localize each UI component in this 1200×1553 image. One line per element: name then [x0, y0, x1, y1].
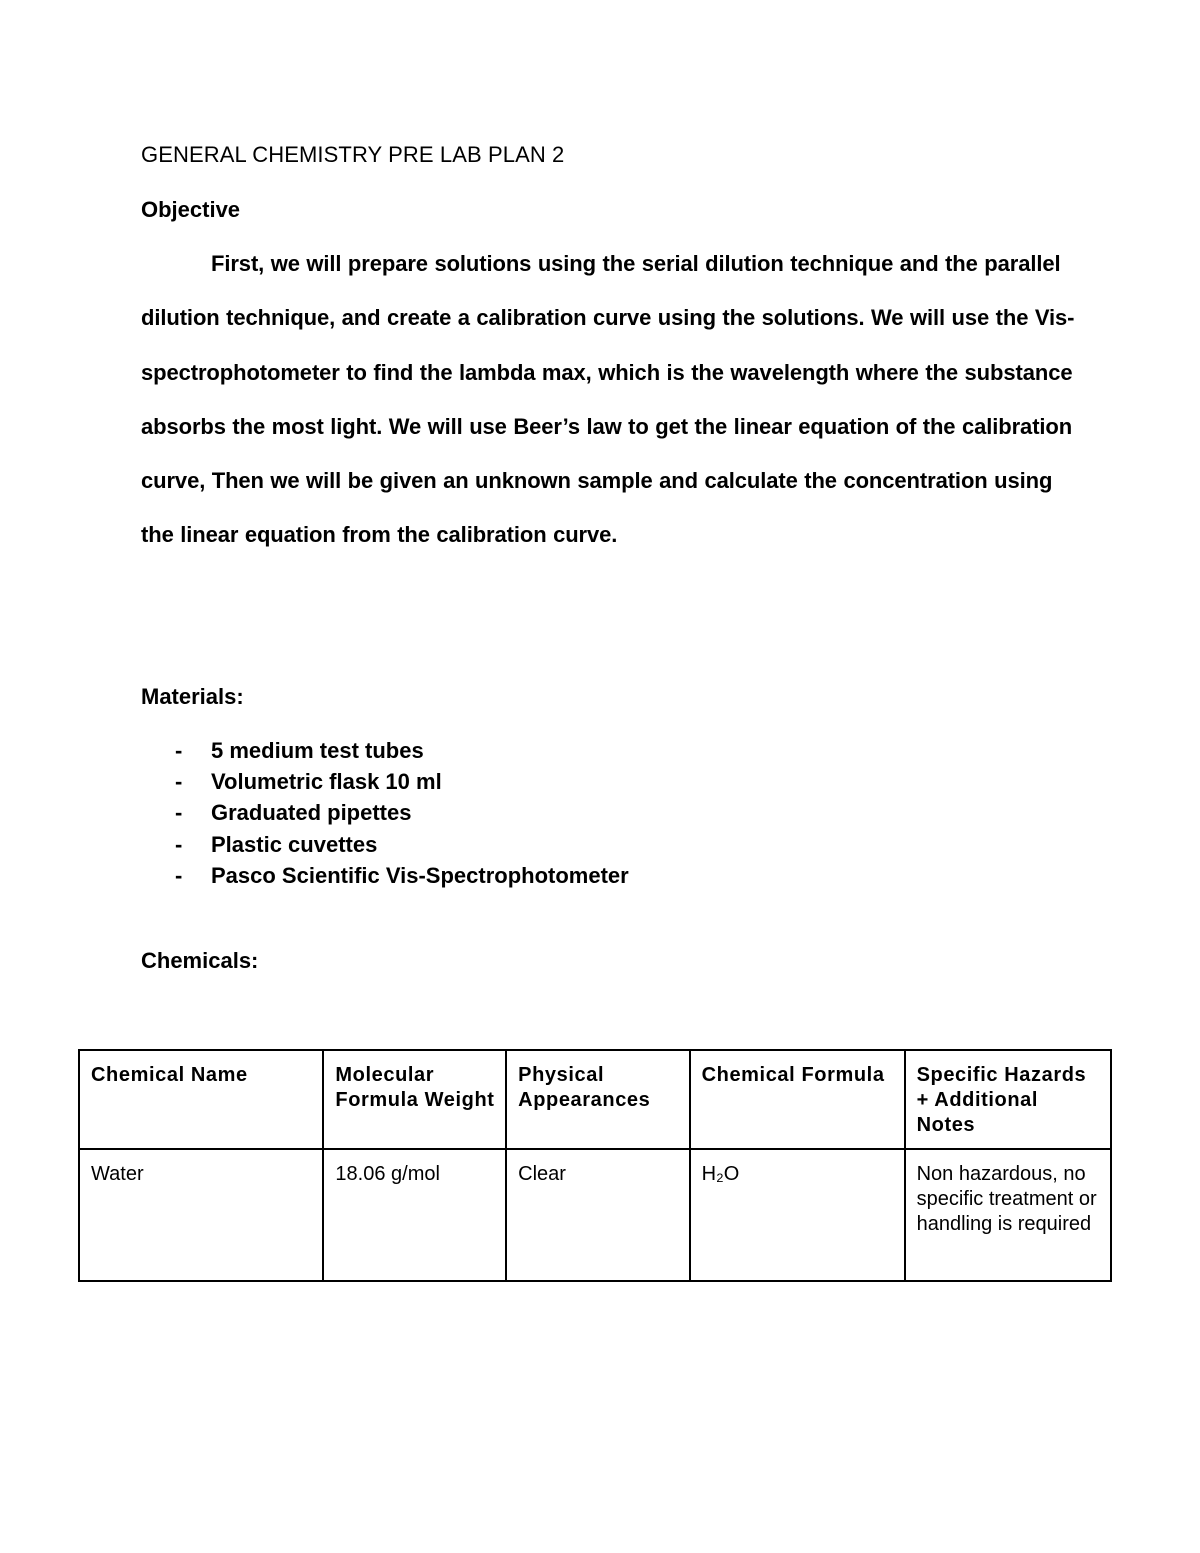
materials-heading: Materials: [141, 684, 244, 709]
material-item-label: Volumetric flask 10 ml [211, 769, 442, 795]
list-item [141, 766, 629, 797]
list-item [141, 735, 629, 766]
list-item [141, 860, 629, 891]
column-header-molecular-weight: Molecular Formula Weight [323, 1050, 506, 1149]
table-cell-hazards-notes: Non hazardous, no specific treatment or handling is required [905, 1149, 1111, 1281]
material-item-label: Plastic cuvettes [211, 831, 378, 857]
material-item-label: Pasco Scientific Vis-Spectrophotometer [211, 862, 629, 888]
material-item-label: Graduated pipettes [211, 800, 412, 826]
materials-list [141, 735, 629, 891]
list-item [141, 829, 629, 860]
column-header-physical-appearance: Physical Appearances [506, 1050, 689, 1149]
column-header-chemical-formula: Chemical Formula [690, 1050, 905, 1149]
table-header-row [79, 1050, 1111, 1149]
column-header-hazards-notes: Specific Hazards + Additional Notes [905, 1050, 1111, 1149]
list-item [141, 797, 629, 828]
table-row [79, 1149, 1111, 1281]
objective-paragraph: First, we will prepare solutions using the serial dilution technique and the parallel dilution technique, and create a calibration curve using the solutions. We will use the Vis-spectrophotometer to find the lambda max, which is the wavelength where the substance absorbs the most light. We will use Beer’s law to get the linear equation of the calibration curve, Then we will be given an unknown sample and calculate the concentration using the linear equation from the calibration curve. [141, 251, 1075, 548]
column-header-chemical-name: Chemical Name [79, 1050, 323, 1149]
table-cell-molecular-weight: 18.06 g/mol [323, 1149, 506, 1281]
chemicals-heading: Chemicals: [141, 948, 259, 973]
table-cell-physical-appearance: Clear [506, 1149, 689, 1281]
table-cell-chemical-name: Water [79, 1149, 323, 1281]
list-bullet: - [175, 738, 183, 763]
document-title: GENERAL CHEMISTRY PRE LAB PLAN 2 [141, 142, 565, 167]
list-bullet: - [175, 862, 183, 888]
objective-heading: Objective [141, 197, 241, 222]
chemicals-table [78, 1049, 1112, 1282]
table-cell-chemical-formula: H₂O [690, 1149, 905, 1281]
material-item-label: 5 medium test tubes [211, 738, 424, 763]
list-bullet: - [175, 769, 183, 795]
list-bullet: - [175, 831, 183, 857]
list-bullet: - [175, 800, 183, 826]
